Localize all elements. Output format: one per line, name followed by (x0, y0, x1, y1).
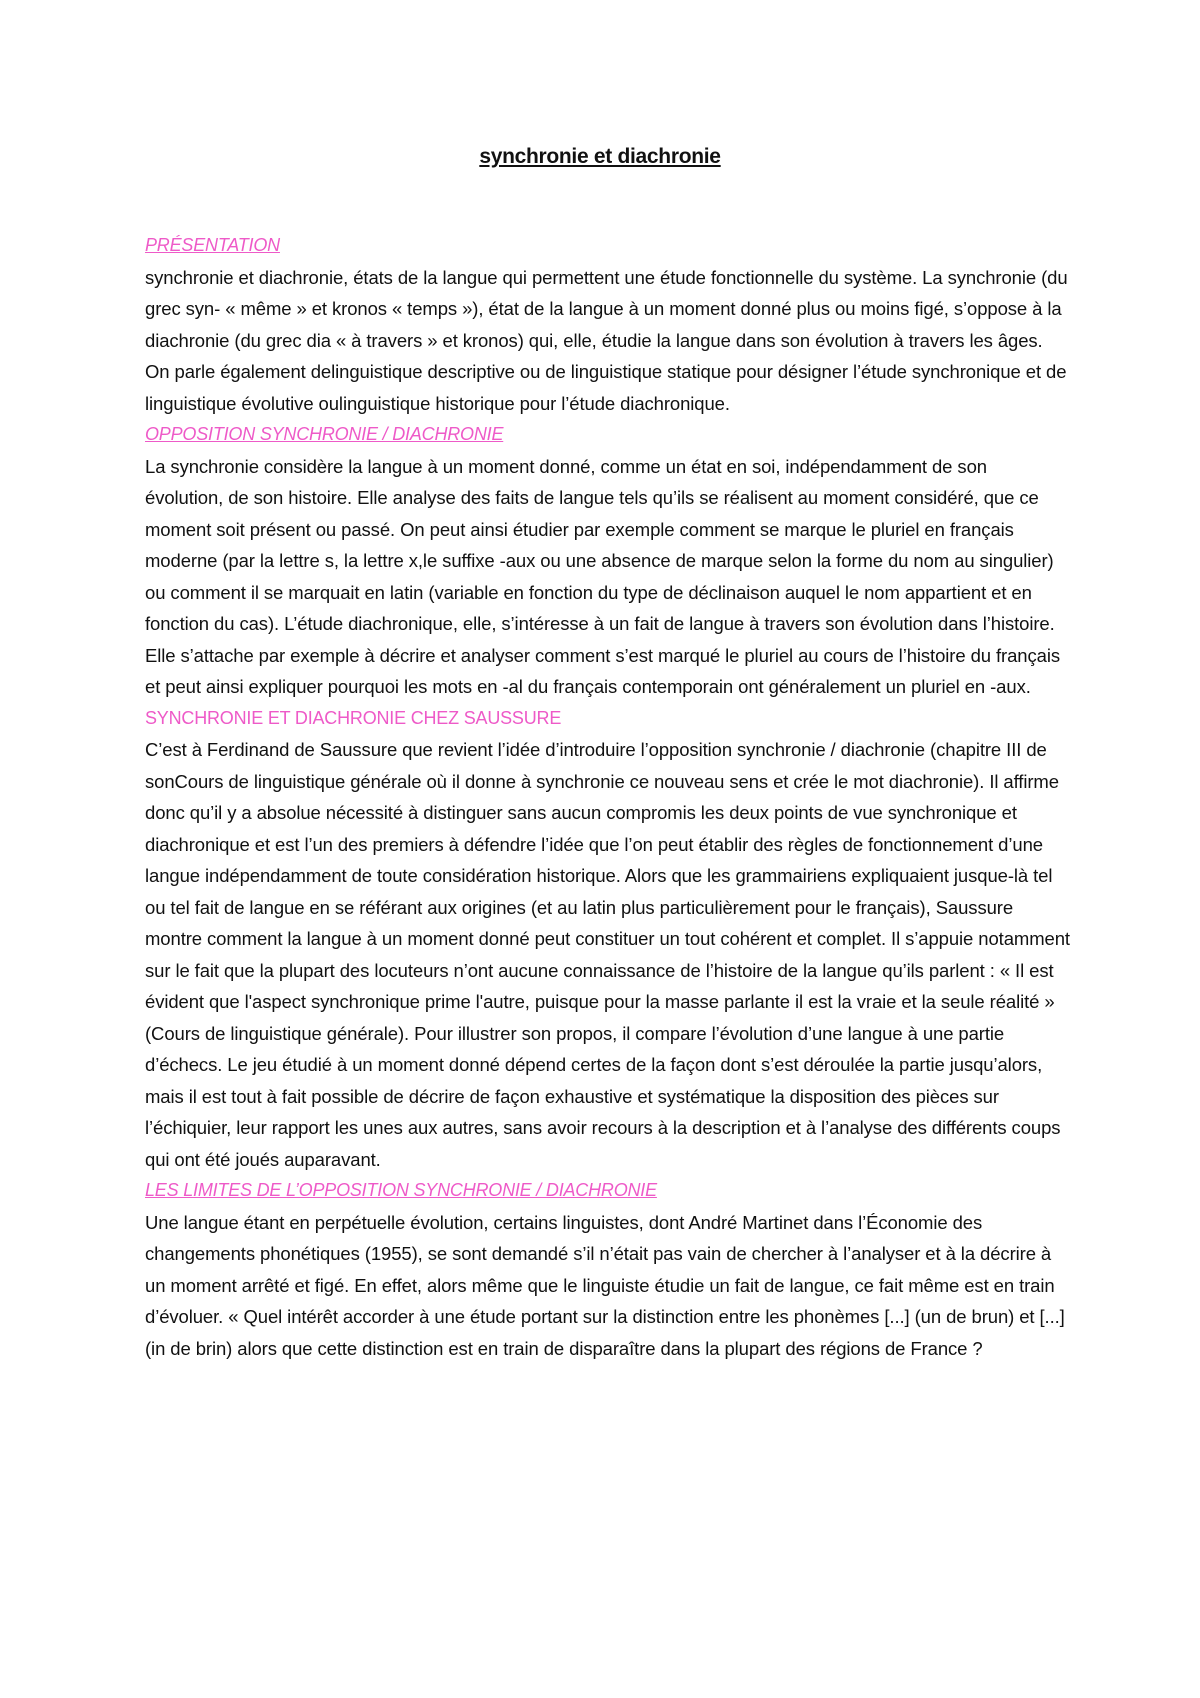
section-paragraph-saussure: C’est à Ferdinand de Saussure que revient l’idée d’introduire l’opposition synchronie / diachronie (chapitre III de sonCours de linguistique générale où il donne à synchronie ce nouveau sens et crée le mot diachronie). Il affirme donc qu’il y a absolue nécessité à distinguer sans aucun compromis les deux points de vue synchronique et diachronique et est l’un des premiers à défendre l’idée que l’on peut établir des règles de fonctionnement d’une langue indépendamment de toute considération historique. Alors que les grammairiens expliquaient jusque-là tel ou tel fait de langue en se référant aux origines (et au latin plus particulièrement pour le français), Saussure montre comment la langue à un moment donné peut constituer un tout cohérent et complet. Il s’appuie notamment sur le fait que la plupart des locuteurs n’ont aucune connaissance de l’histoire de la langue qu’ils parlent : « Il est évident que l'aspect synchronique prime l'autre, puisque pour la masse parlante il est la vraie et la seule réalité » (Cours de linguistique générale). Pour illustrer son propos, il compare l’évolution d’une langue à une partie d’échecs. Le jeu étudié à un moment donné dépend certes de la façon dont s’est déroulée la partie jusqu’alors, mais il est tout à fait possible de décrire de façon exhaustive et systématique la disposition des pièces sur l’échiquier, leur rapport les unes aux autres, sans avoir recours à la description et à l’analyse des différents coups qui ont été joués auparavant. (145, 739, 1070, 1170)
section-heading-presentation: PRÉSENTATION (145, 235, 280, 255)
section-paragraph-presentation: synchronie et diachronie, états de la langue qui permettent une étude fonctionnelle du système. La synchronie (du grec syn- « même » et kronos « temps »), état de la langue à un moment donné plus ou moins figé, s’oppose à la diachronie (du grec dia « à travers » et kronos) qui, elle, étudie la langue dans son évolution à travers les âges. On parle également delinguistique descriptive ou de linguistique statique pour désigner l’étude synchronique et de linguistique évolutive oulinguistique historique pour l’étude diachronique. (145, 266, 1068, 414)
document-body (145, 230, 1070, 1364)
section-heading-opposition: OPPOSITION SYNCHRONIE / DIACHRONIE (145, 424, 504, 444)
section-heading-saussure: SYNCHRONIE ET DIACHRONIE CHEZ SAUSSURE (145, 707, 562, 728)
section-paragraph-limites: Une langue étant en perpétuelle évolution, certains linguistes, dont André Martinet dans l’Économie des changements phonétiques (1955), se sont demandé s’il n’était pas vain de chercher à l’analyser et à la décrire à un moment arrêté et figé. En effet, alors même que le linguiste étudie un fait de langue, ce fait même est en train d’évoluer. « Quel intérêt accorder à une étude portant sur la distinction entre les phonèmes [...] (un de brun) et [...] (in de brin) alors que cette distinction est en train de disparaître dans la plupart des régions de France ? (145, 1211, 1065, 1359)
section-heading-limites: LES LIMITES DE L’OPPOSITION SYNCHRONIE / DIACHRONIE (145, 1180, 657, 1200)
section-paragraph-opposition: La synchronie considère la langue à un moment donné, comme un état en soi, indépendamment de son évolution, de son histoire. Elle analyse des faits de langue tels qu’ils se réalisent au moment considéré, que ce moment soit présent ou passé. On peut ainsi étudier par exemple comment se marque le pluriel en français moderne (par la lettre s, la lettre x,le suffixe -aux ou une absence de marque selon la forme du nom au singulier) ou comment il se marquait en latin (variable en fonction du type de déclinaison auquel le nom appartient et en fonction du cas). L’étude diachronique, elle, s’intéresse à un fait de langue à travers son évolution dans l’histoire. Elle s’attache par exemple à décrire et analyser comment s’est marqué le pluriel au cours de l’histoire du français et peut ainsi expliquer pourquoi les mots en -al du français contemporain ont généralement un pluriel en -aux. (145, 455, 1060, 697)
document-title: synchronie et diachronie (479, 145, 721, 168)
